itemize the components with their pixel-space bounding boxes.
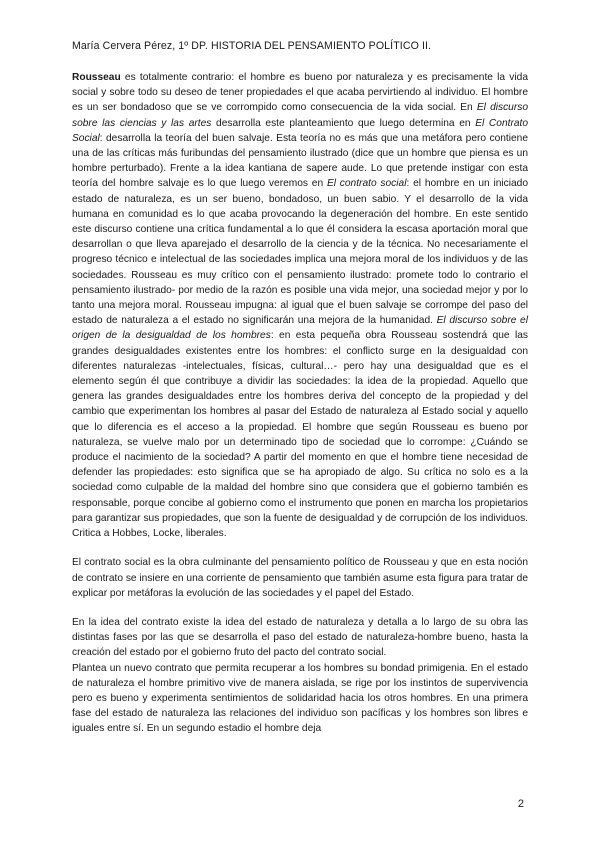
- document-body: [72, 70, 528, 737]
- book-title: El discurso sobre el origen de la desigualdad de los hombres: [72, 315, 528, 342]
- book-title: El Contrato Social: [72, 117, 528, 144]
- paragraph-contrato-social: El contrato social es la obra culminante del pensamiento político de Rousseau y que en esta noción de contrato se insiere en una corriente de pensamiento que también asume esta figura para tratar de explicar por metáforas la evolución de las sociedades y el papel del Estado.: [72, 557, 528, 599]
- page-header: María Cervera Pérez, 1º DP. HISTORIA DEL PENSAMIENTO POLÍTICO II.: [72, 40, 432, 52]
- book-title: El discurso sobre las ciencias y las artes: [72, 102, 528, 129]
- book-title: El contrato social: [326, 178, 407, 190]
- author-name: Rousseau: [72, 72, 121, 83]
- page-number: 2: [517, 798, 524, 810]
- paragraph-estado-naturaleza: En la idea del contrato existe la idea del estado de naturaleza y detalla a lo largo de su obra las distintas fases por las que se desarrolla el paso del estado de naturaleza-hombre bueno, hasta la creación del estado por el gobierno fruto del pacto del contrato social.: [72, 616, 528, 659]
- paragraph-rousseau: Rousseau es totalmente contrario: el hombre es bueno por naturaleza y es precisamente la vida social y sobre todo su deseo de tener propiedades el que acaba pervirtiendo al individuo. El hombre es un ser bondadoso que se ve corrompido como consecuencia de la vida social. En El discurso sobre las ciencias y las artes desarrolla este planteamiento que luego determina en El Contrato Social: desarrolla la teoría del buen salvaje. Esta teoría no es más que una metáfora pero contiene una de las críticas más furibundas del pensamiento ilustrado (dice que un hombre que piensa es un hombre perturbado). Frente a la idea kantiana de sapere aude. Lo que pretende instigar con esta teoría del hombre salvaje es lo que luego veremos en El contrato social: el hombre en un iniciado estado de naturaleza, es un ser bueno, bondadoso, un buen sabio. Y el desarrollo de la vida humana en comunidad es lo que acaba provocando la degeneración del hombre. En este sentido este discurso contiene una crítica fundamental a lo que él considera la escasa aportación moral que desarrollan o que lleva aparejado el desarrollo de la ciencia y de la técnica. No necesariamente el progreso técnico e intelectual de las sociedades implica una mejora moral de los individuos y de las sociedades. Rousseau es muy crítico con el pensamiento ilustrado: promete todo lo contrario el pensamiento ilustrado- por medio de la razón es posible una vida mejor, una sociedad mejor y por lo tanto una mejora moral. Rousseau impugna: al igual que el buen salvaje se corrompe del paso del estado de naturaleza a el estado no significarán una mejora de la humanidad. El discurso sobre el origen de la desigualdad de los hombres: en esta pequeña obra Rousseau sostendrá que las grandes desigualdades existentes entre los hombres: el conflicto surge en la desigualdad con diferentes naturalezas -intelectuales, físicas, cultural…- pero hay una desigualdad que es el elemento según él que contribuye a dividir las sociedades: la idea de la propiedad. Aquello que genera las grandes desigualdades entre los hombres deriva del concepto de la propiedad y del cambio que experimentan los hombres al pasar del Estado de naturaleza al Estado social y aquello que lo diferencia es el acceso a la propiedad. El hombre que según Rousseau es bueno por naturaleza, se vuelve malo por un determinado tipo de sociedad que lo corrompe: ¿Cuándo se produce el nacimiento de la sociedad? A partir del momento en que el hombre tiene necesidad de defender las propiedades: esto significa que se ha apropiado de algo. Su crítica no solo es a la sociedad como culpable de la maldad del hombre sino que considera que el gobierno también es responsable, porque concibe al gobierno como el instrumento que ponen en marcha los propietarios para garantizar sus propiedades, que son la fuente de desigualdad y de corrupción de los individuos. Critica a Hobbes, Locke, liberales.: [72, 72, 529, 540]
- paragraph-nuevo-contrato: Plantea un nuevo contrato que permita recuperar a los hombres su bondad primigenia. En el estado de naturaleza el hombre primitivo vive de manera aislada, se rige por los instintos de supervivencia pero es bueno y experimenta sentimientos de solidaridad hacia los otros hombres. En una primera fase del estado de naturaleza las relaciones del individuo son pacíficas y los hombres son libres e iguales entre sí. En un segundo estadio el hombre deja: [72, 662, 528, 735]
